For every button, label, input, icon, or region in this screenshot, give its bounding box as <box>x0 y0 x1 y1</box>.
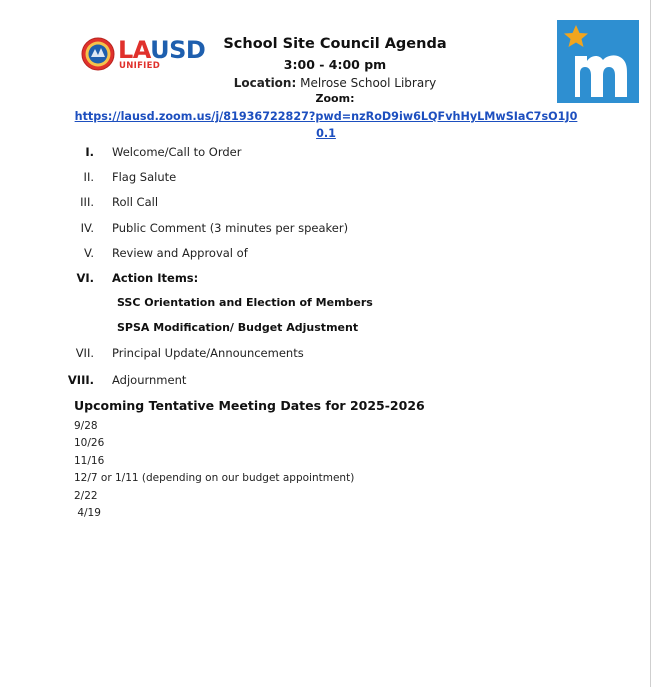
meeting-date: 2/22 <box>74 490 98 502</box>
logo-la: LA <box>118 36 151 64</box>
action-item: SPSA Modification/ Budget Adjustment <box>117 321 359 334</box>
meeting-date: 4/19 <box>74 507 101 519</box>
agenda-number: VI. <box>76 271 94 285</box>
agenda-text: Public Comment (3 minutes per speaker) <box>112 221 349 235</box>
school-m-logo <box>557 20 639 103</box>
m-logo-icon <box>557 20 639 103</box>
agenda-number: IV. <box>80 221 94 235</box>
agenda-number: I. <box>85 145 94 159</box>
page-title: School Site Council Agenda <box>223 36 447 52</box>
meeting-date: 11/16 <box>74 455 105 467</box>
logo-subtitle: UNIFIED <box>119 61 161 71</box>
agenda-text: Flag Salute <box>112 170 177 184</box>
district-seal-icon <box>81 37 115 71</box>
agenda-text: Review and Approval of <box>112 246 248 260</box>
meeting-date: 9/28 <box>74 420 98 432</box>
action-item: SSC Orientation and Election of Members <box>117 296 373 309</box>
meeting-date: 10/26 <box>74 437 105 449</box>
agenda-text: Adjournment <box>112 373 187 387</box>
agenda-number: II. <box>83 170 94 184</box>
logo-usd: USD <box>150 36 206 64</box>
zoom-label: Zoom: <box>315 92 355 105</box>
location-label: Location: <box>233 76 297 90</box>
meeting-time: 3:00 - 4:00 pm <box>283 57 387 72</box>
agenda-text: Welcome/Call to Order <box>112 145 242 159</box>
agenda-number: VIII. <box>67 373 94 387</box>
agenda-number: III. <box>80 195 94 209</box>
agenda-number: V. <box>83 246 94 260</box>
agenda-text: Action Items: <box>112 271 199 285</box>
upcoming-dates-heading: Upcoming Tentative Meeting Dates for 2025-2026 <box>74 398 425 413</box>
zoom-link[interactable]: https://lausd.zoom.us/j/81936722827?pwd=nzRoD9iw6LQFvhHyLMwSIaC7sO1J00.1 <box>74 110 578 140</box>
location-value: Melrose School Library <box>296 76 437 90</box>
agenda-text: Roll Call <box>112 195 159 209</box>
agenda-text: Principal Update/Announcements <box>112 346 304 360</box>
agenda-number: VII. <box>75 346 94 360</box>
meeting-location <box>150 76 520 90</box>
meeting-date: 12/7 or 1/11 (depending on our budget appointment) <box>74 472 355 484</box>
